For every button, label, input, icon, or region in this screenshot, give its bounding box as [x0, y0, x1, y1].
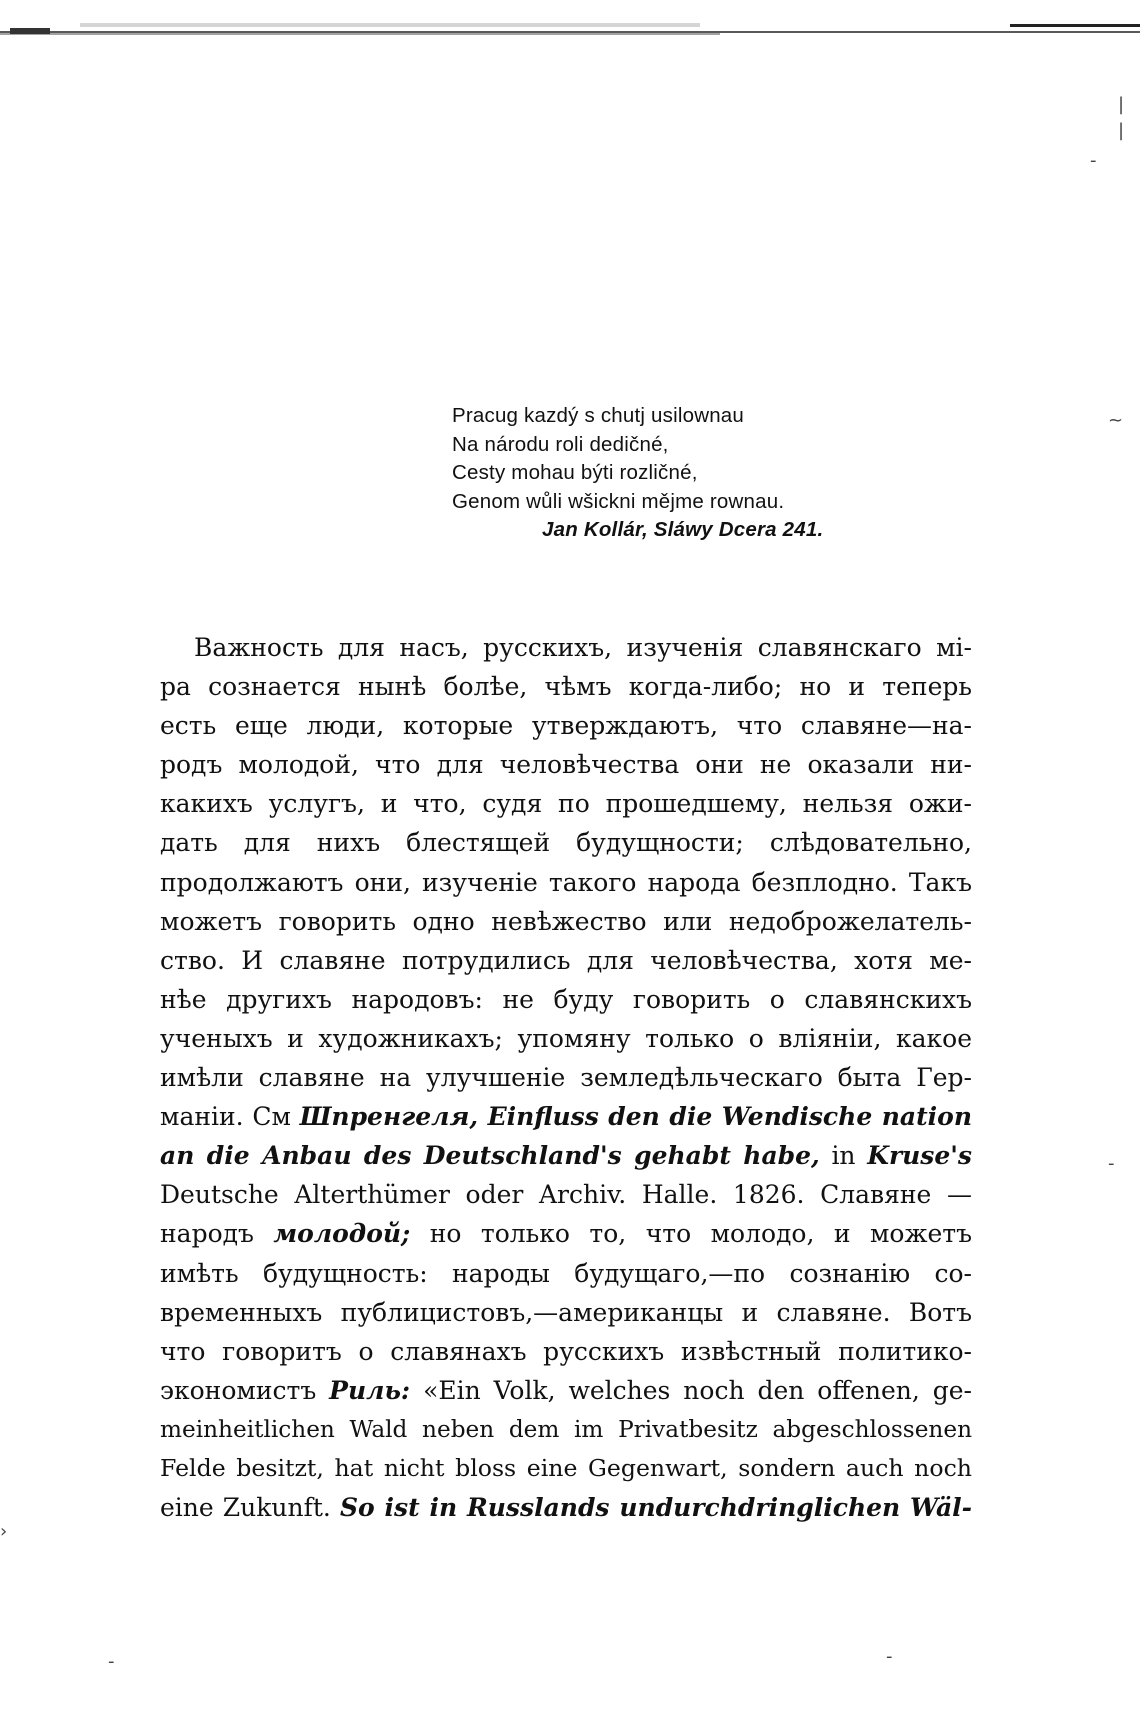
text-line [160, 1214, 972, 1253]
text-line: ра сознается нынѣ болѣе, чѣмъ когда-либо; но и теперь [160, 672, 972, 702]
text-line: имѣть будущность: народы будущаго,—по сознанію со- [160, 1258, 972, 1288]
italic-citation: Шпренгеля, Einfluss den die Wendische nation [299, 1102, 972, 1132]
text-line: есть еще люди, которые утверждаютъ, что славяне—на- [160, 711, 972, 741]
scan-mark: - [1108, 1153, 1115, 1174]
text-line: что говоритъ о славянахъ русскихъ извѣстный политико- [160, 1336, 972, 1366]
text-segment: «Ein Volk, welches noch den offenen, ge- [423, 1375, 972, 1405]
text-line: родъ молодой, что для человѣчества они не оказали ни- [160, 750, 972, 780]
text-line: имѣли славяне на улучшеніе земледѣльческаго быта Гер- [160, 1063, 972, 1093]
text-line [160, 1488, 972, 1527]
italic-citation: Kruse's [867, 1141, 973, 1171]
epigraph-line: Cesty mohau býti rozličné, [452, 461, 698, 484]
text-line [160, 1371, 972, 1410]
scan-mark: - [108, 1651, 115, 1672]
text-line: какихъ услугъ, и что, судя по прошедшему, нельзя ожи- [160, 789, 972, 819]
epigraph-attribution: Jan Kollár, Sláwy Dcera 241. [542, 518, 824, 541]
epigraph-line: Genom wůli wšickni mějme rownau. [452, 489, 785, 513]
text-line: нѣе другихъ народовъ: не буду говорить о славянскихъ [160, 984, 972, 1014]
body-paragraph [160, 628, 972, 1527]
italic-citation: an die Anbau des Deutschland's gehabt habe, [160, 1141, 820, 1171]
text-line: Felde besitzt, hat nicht bloss eine Gegenwart, sondern auch noch [160, 1453, 972, 1482]
text-line: meinheitlichen Wald neben dem im Privatbesitz abgeschlossenen [160, 1415, 972, 1443]
italic-emphasis: молодой; [273, 1219, 411, 1249]
scan-mark: - [1090, 150, 1097, 171]
scan-mark: | [1118, 120, 1125, 141]
italic-quote: So ist in Russlands undurchdringlichen Wäl- [339, 1493, 973, 1523]
epigraph-line: Pracug kazdý s chutj usilownau [452, 404, 745, 427]
text-line: продолжаютъ они, изученіе такого народа безплодно. Такъ [160, 867, 972, 897]
text-segment: in [831, 1141, 856, 1171]
text-line: Deutsche Alterthümer oder Archiv. Halle. 1826. Славяне — [160, 1180, 972, 1210]
text-line: можетъ говорить одно невѣжество или недоброжелатель- [160, 906, 972, 936]
epigraph [452, 402, 972, 545]
text-segment: но только то, что молодо, и можетъ [429, 1219, 973, 1249]
text-segment: маніи. См [160, 1102, 291, 1132]
scan-mark: - [886, 1646, 893, 1667]
text-line: дать для нихъ блестящей будущности; слѣдовательно, [160, 828, 972, 858]
scan-mark: | [1118, 94, 1125, 115]
epigraph-line: Na národu roli dedičné, [452, 432, 669, 456]
text-line: временныхъ публицистовъ,—американцы и славяне. Вотъ [160, 1297, 972, 1327]
scan-mark: ~ [1108, 410, 1124, 431]
text-line: ство. И славяне потрудились для человѣчества, хотя ме- [160, 945, 972, 975]
text-line: Важность для насъ, русскихъ, изученія славянскаго мі- [194, 633, 972, 662]
text-line: ученыхъ и художникахъ; упомяну только о вліяніи, какое [160, 1023, 972, 1053]
text-segment: народъ [160, 1219, 254, 1249]
top-edge-rule [0, 20, 1140, 38]
text-line [160, 1136, 972, 1175]
text-line [160, 1097, 972, 1136]
text-segment: eine Zukunft. [160, 1493, 331, 1523]
scan-mark: › [0, 1521, 8, 1542]
italic-name: Риль: [329, 1375, 411, 1405]
text-segment: экономистъ [160, 1375, 317, 1405]
